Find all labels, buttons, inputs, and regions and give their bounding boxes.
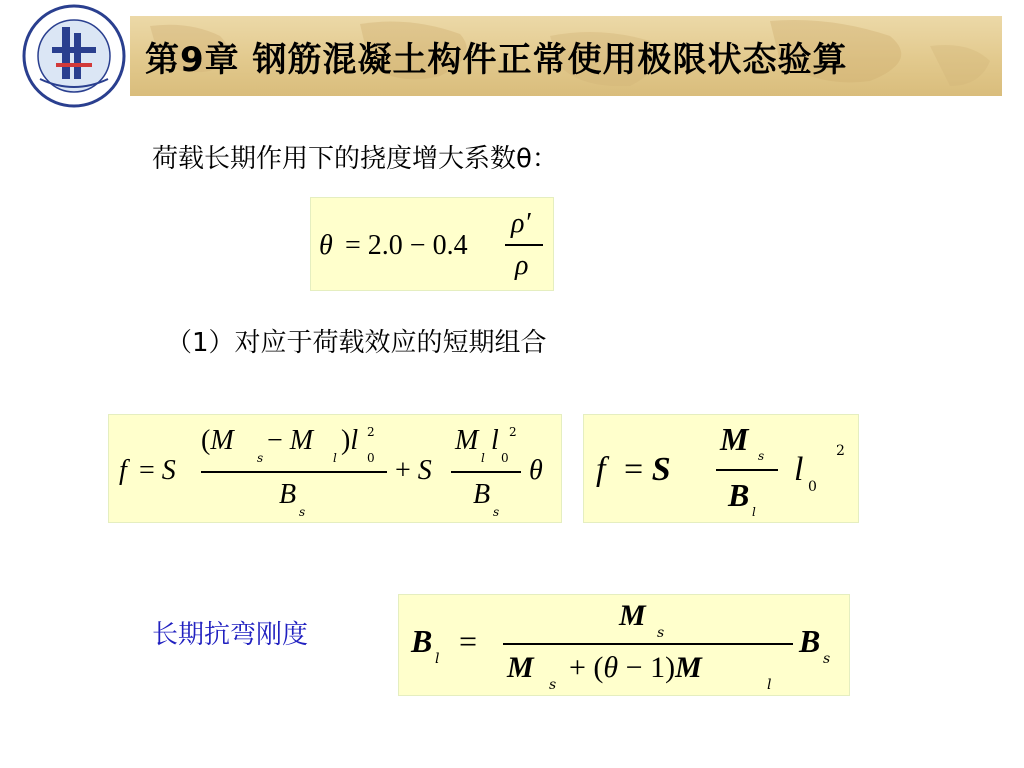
sub-s-rhs: s xyxy=(823,651,831,667)
equals-S: = S xyxy=(139,455,176,486)
f-symbol: f xyxy=(119,455,127,486)
l0-2: l xyxy=(491,425,499,456)
sub-l-bottom: l xyxy=(767,677,772,693)
university-logo xyxy=(18,3,130,109)
theta-factor: θ xyxy=(529,455,543,486)
rho-prime: ρ′ xyxy=(511,208,531,239)
Ms-numerator: M xyxy=(720,421,749,457)
denominator-Bs-1: B xyxy=(279,479,297,510)
deflection-combined-formula-box xyxy=(108,414,562,523)
Ms-bottom: M xyxy=(507,651,534,684)
Ms-top: M xyxy=(619,599,646,632)
long-term-stiffness-formula-box xyxy=(398,594,850,696)
rho: ρ xyxy=(515,250,529,281)
denominator-Bs-2: B xyxy=(473,479,491,510)
sub-l-2: l xyxy=(481,451,485,465)
l0-3: l xyxy=(794,451,804,488)
sub-0-1: 0 xyxy=(367,451,375,465)
sub-s-3: s xyxy=(758,449,765,463)
sup-2-2: 2 xyxy=(509,425,517,439)
minus-M: − M xyxy=(267,425,314,456)
fraction-bar xyxy=(505,244,543,246)
fraction-bar-4 xyxy=(503,643,793,645)
fraction-bar-2 xyxy=(451,471,521,473)
numerator-2: M xyxy=(455,425,479,456)
deflection-long-formula-box xyxy=(583,414,859,523)
page-title: 第9章 钢筋混凝土构件正常使用极限状态验算 xyxy=(145,40,848,80)
sub-l-3: l xyxy=(752,505,756,519)
sub-s-1: s xyxy=(257,451,264,465)
sub-s-den-1: s xyxy=(299,505,306,519)
short-term-heading: （1）对应于荷载效应的短期组合 xyxy=(166,328,547,358)
Bl-lhs: B xyxy=(411,623,433,659)
sup-2-3: 2 xyxy=(836,443,845,459)
plus-S: + S xyxy=(395,455,432,486)
sup-2-1: 2 xyxy=(367,425,375,439)
sub-0-2: 0 xyxy=(501,451,509,465)
Bs-rhs: B xyxy=(799,623,821,659)
equals-4: = xyxy=(459,623,478,659)
theta-formula-box xyxy=(310,197,554,291)
fraction-bar-1 xyxy=(201,471,387,473)
theta-symbol: θ xyxy=(319,230,333,261)
equals-sign: = 2.0 − 0.4 xyxy=(345,230,468,261)
paren-l0: )l xyxy=(341,425,359,456)
plus-theta-minus-1: + (θ − 1)M xyxy=(569,651,702,684)
sub-s-bottom: s xyxy=(549,677,557,693)
fraction-bar-3 xyxy=(716,469,778,471)
equals-S-2: = S xyxy=(624,451,671,488)
sub-s-top: s xyxy=(657,625,665,641)
f-symbol-2: f xyxy=(596,451,606,488)
sub-l-1: l xyxy=(333,451,337,465)
long-term-stiffness-label: 长期抗弯刚度 xyxy=(152,620,309,650)
numerator-1: (M xyxy=(201,425,234,456)
sub-0-3: 0 xyxy=(808,479,817,495)
sub-s-den-2: s xyxy=(493,505,500,519)
Bl-denominator: B xyxy=(728,477,750,513)
theta-intro-text: 荷载长期作用下的挠度增大系数θ： xyxy=(152,144,558,174)
sub-l-lhs: l xyxy=(435,651,440,667)
